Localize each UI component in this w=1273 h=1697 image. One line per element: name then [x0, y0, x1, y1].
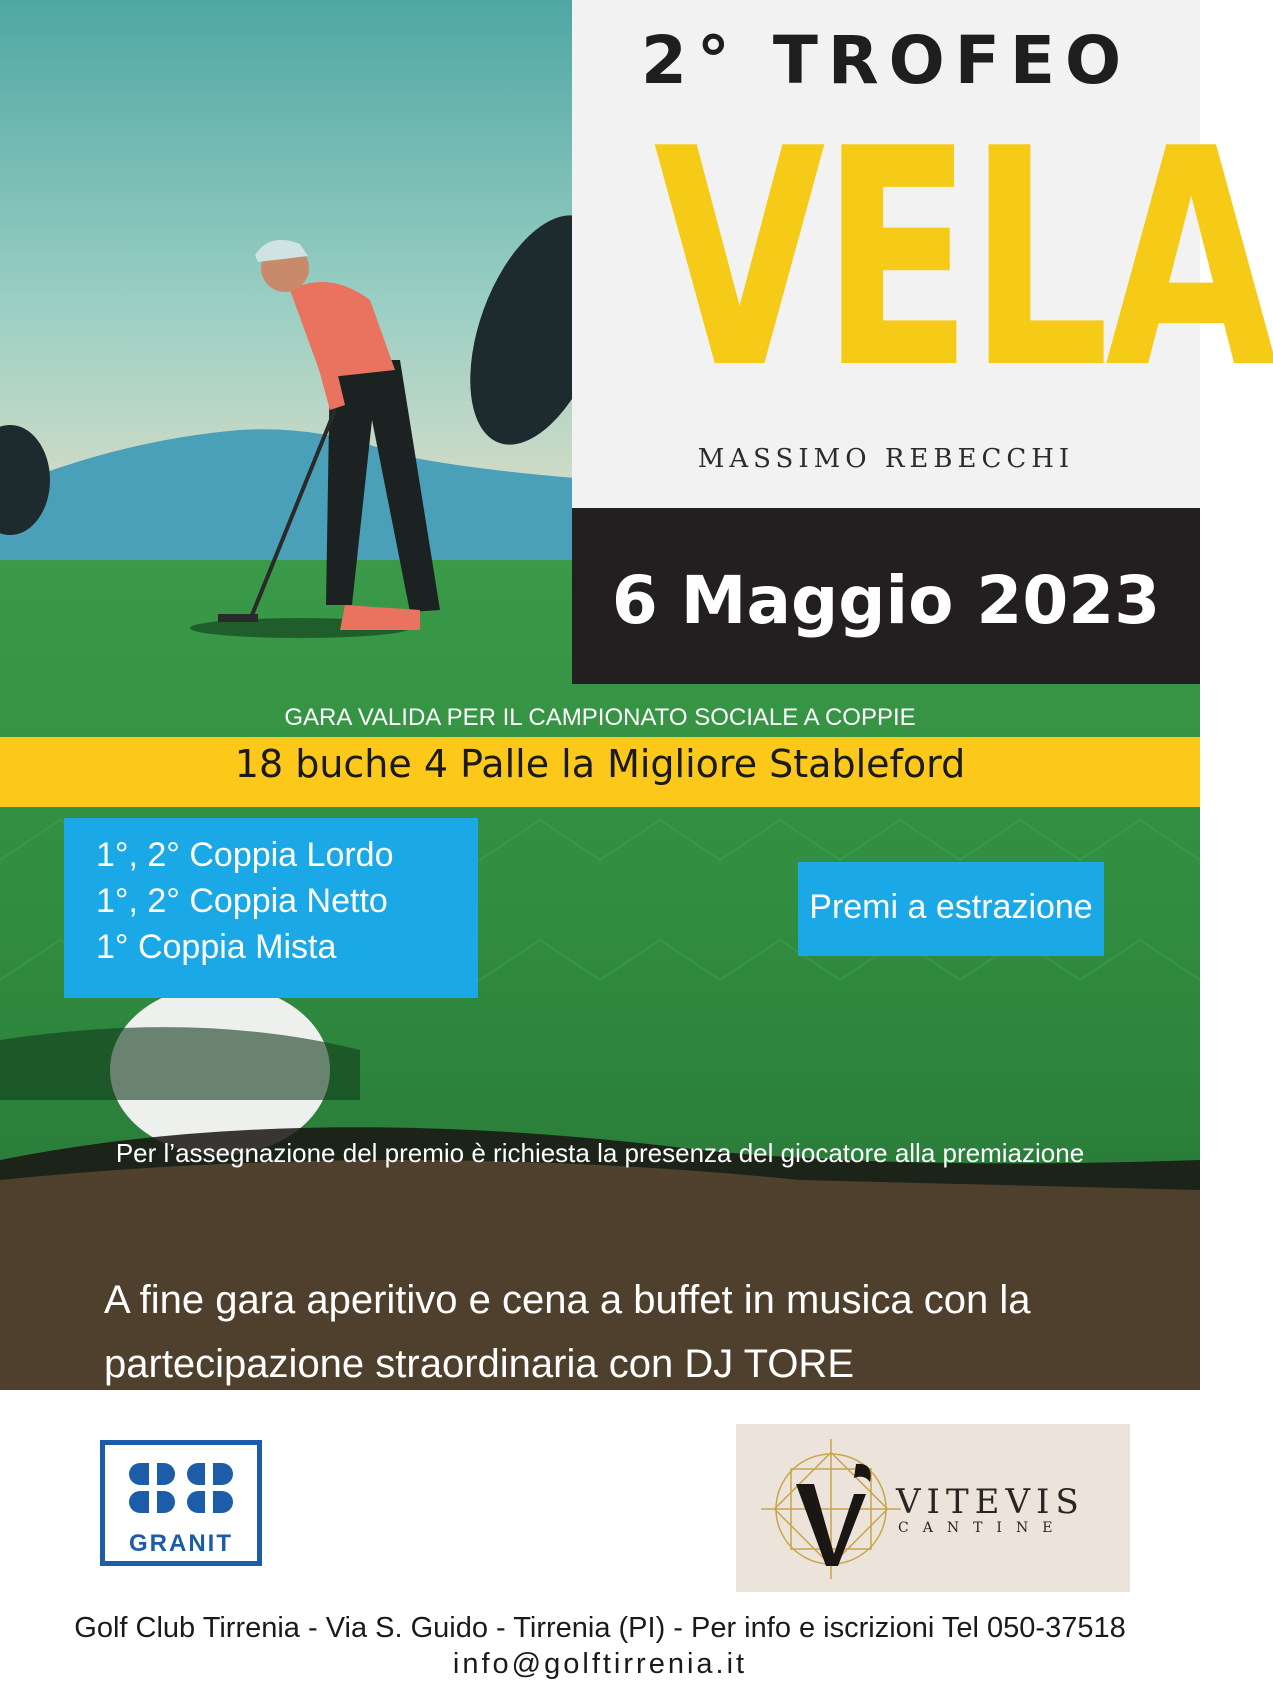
competition-format: 18 buche 4 Palle la Migliore Stableford [234, 742, 966, 786]
edition-heading: 2° TROFEO [640, 22, 1132, 99]
competition-validity: GARA VALIDA PER IL CAMPIONATO SOCIALE A COPPIE [284, 704, 916, 731]
granit-logo-text: GRANIT [129, 1530, 233, 1557]
title-sponsor-name: MASSIMO REBECCHI [697, 444, 1075, 474]
draw-prizes-label: Premi a estrazione [809, 888, 1093, 926]
prize-item: 1°, 2° Coppia Lordo [96, 836, 394, 874]
event-description [104, 1268, 1184, 1396]
footer-email[interactable]: info@golftirrenia.it [452, 1648, 748, 1680]
event-description-line: partecipazione straordinaria con DJ TORE [104, 1342, 854, 1386]
event-description-line: A fine gara aperitivo e cena a buffet in musica con la [104, 1278, 1031, 1322]
footer-address: Golf Club Tirrenia - Via S. Guido - Tirrenia (PI) - Per info e iscrizioni Tel 050-37518 [74, 1612, 1126, 1644]
vitevis-subtitle: CANTINE [898, 1520, 1067, 1536]
event-title: VELA [653, 85, 1273, 434]
vitevis-emblem-icon [756, 1434, 906, 1584]
granit-logo-mark [105, 1445, 257, 1525]
award-note: Per l’assegnazione del premio è richiesta la presenza del giocatore alla premiazione [115, 1138, 1085, 1168]
prize-item: 1°, 2° Coppia Netto [96, 882, 388, 920]
event-date: 6 Maggio 2023 [611, 562, 1161, 639]
prize-item: 1° Coppia Mista [96, 928, 337, 966]
vitevis-name: VITEVIS [896, 1482, 1085, 1522]
